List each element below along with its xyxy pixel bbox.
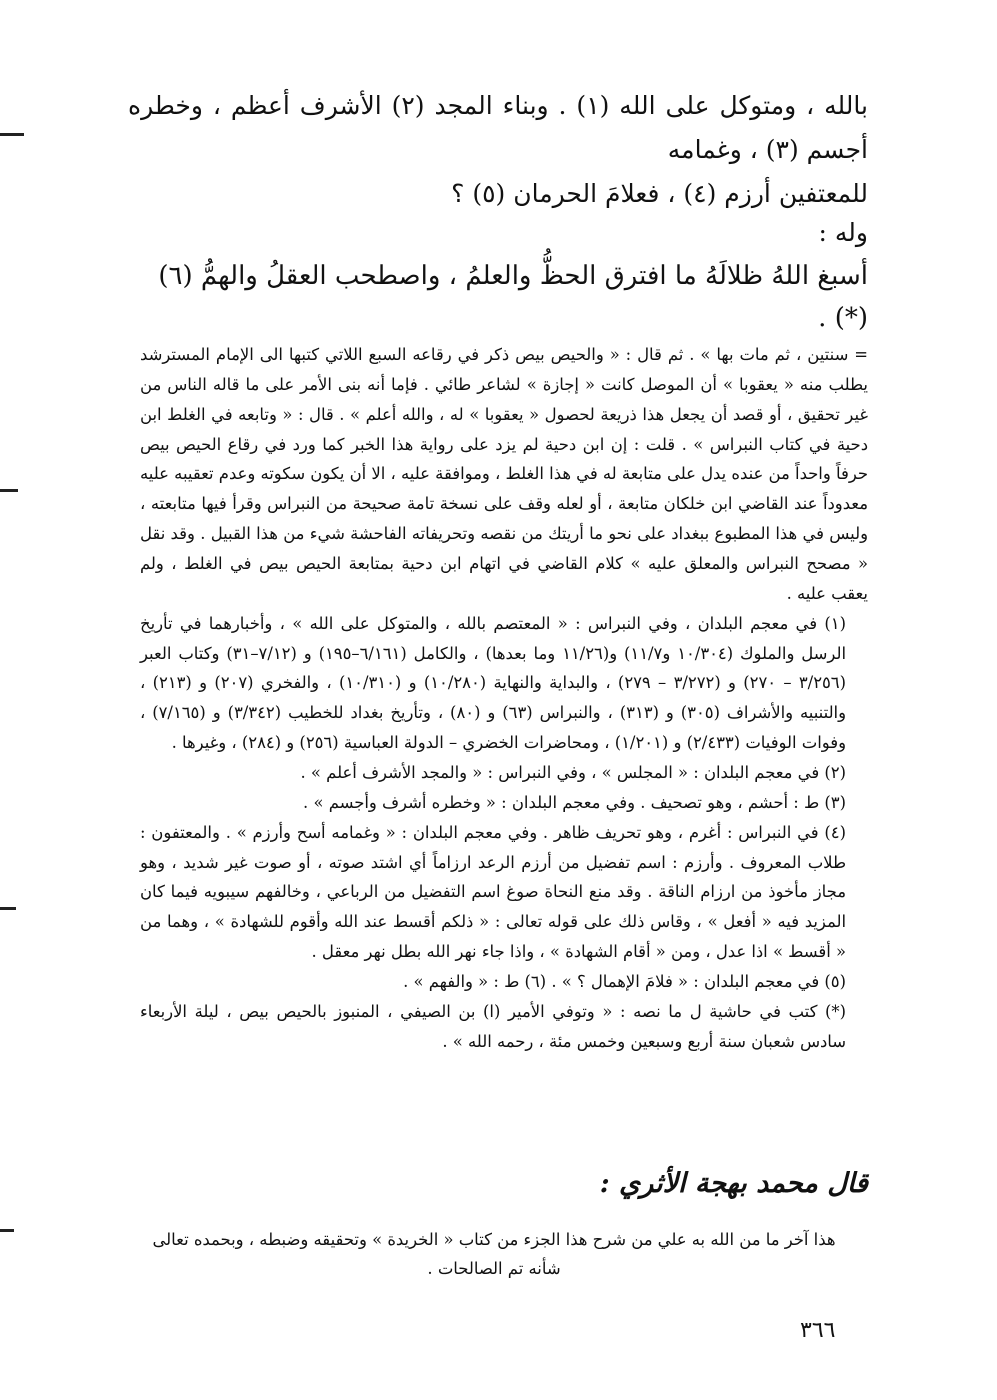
closing-line: شأنه تم الصالحات . — [427, 1258, 561, 1278]
closing-heading: قال محمد بهجة الأثري : — [599, 1168, 868, 1199]
main-text — [128, 84, 868, 215]
footnote: (٤) في النبراس : أغرم ، وهو تحريف ظاهر . وفي معجم البلدان : « وغمامه أسح وأرزم » . والمعتفون : طلاب المعروف . وأرزم : اسم تفضيل من أرزم الرعد ارزاماً أي اشتد صوته ، أو صوت غير شديد ، وهو مجاز مأخوذ من ارزام الناقة . وقد منع النحاة صوغ اسم التفضيل من الرباعي ، وخالفهم سيبويه فيما كان المزيد فيه « أفعل » ، وقاس ذلك على قوله تعالى : « ذلكم أقسط عند الله وأقوم للشهادة » ، وهما من « أقسط » اذا عدل ، ومن « أقام الشهادة » ، واذا جاء نهر الله بطل نهر معقل . — [140, 822, 846, 962]
footnote: (*) كتب في حاشية ل ما نصه : « وتوفي الأمير (ا) بن الصيفي ، المنبوز بالحيص بيص ، ليلة الأربعاء سادس شعبان سنة أربع وسبعين وخمس مئة ، رحمه الله » . — [140, 1001, 846, 1051]
margin-mark — [0, 907, 16, 910]
footnote: (٥) في معجم البلدان : « فلامَ الإهمال ؟ » . (٦) ط : « والفهم » . — [403, 972, 846, 992]
footnotes — [140, 340, 868, 1057]
main-text-line: للمعتفين أرزم (٤) ، فعلامَ الحرمان (٥) ؟ — [451, 178, 868, 208]
closing-line: هذا آخر ما من الله به علي من شرح هذا الجزء من كتاب « الخريدة » وتحقيقه وضبطه ، وبحمده تعالى — [152, 1230, 836, 1249]
footnote-continuation: = سنتين ، ثم مات بها » . ثم قال : « والحيص بيص ذكر في رقاعه السبع اللاتي كتبها الى الإمام المسترشد يطلب منه « يعقوبا » أن الموصل كانت « إجازة » لشاعر طائي . فإما أنه بنى الأمر على ما قاله الناس من غير تحقيق ، أو قصد أن يجعل هذا ذريعة لحصول « يعقوبا » له ، والله أعلم » . قال : « وتابعه في الغلط ابن دحية في كتاب النبراس » . قلت : إن ابن دحية لم يزد على رواية هذا الخبر كما ورد في رقاع الحيص بيص حرفاً واحداً من عنده يدل على متابعة له في هذا الغلط ، وموافقة عليه ، الا أن يكون سكوته وعدم تعقيبه عليه معدوداً عند القاضي ابن خلكان متابعة ، أو لعله وقف على نسخة تامة صحيحة من النبراس وقرأ فيها متابعته ، وليس في هذا المطبوع ببغداد على نحو ما أريتك من نقصه وتحريفاته الفاحشة شيء من هذا القبيل . وقد نقل « مصحح النبراس والمعلق عليه » كلام القاضي في اتهام ابن دحية بمتابعة الحيص بيص في الغلط ، ولم يعقب عليه . — [140, 345, 868, 603]
page-number: ٣٦٦ — [800, 1318, 836, 1343]
footnote: (١) في معجم البلدان ، وفي النبراس : « المعتصم بالله ، والمتوكل على الله » ، وأخبارهما في تأريخ الرسل والملوك (١٠/٣٠٤ و١١/٧) و(١١/٢٦ وما بعدها) ، والكامل (٦/١٦١–١٩٥) و (٧/١٢–٣١) وكتاب العبر (٣/٢٥٦ – ٢٧٠) و (٣/٢٧٢ – ٢٧٩) ، والبداية والنهاية (١٠/٢٨٠) و (١٠/٣١٠) ، والفخري (٢٠٧) و (٢١٣) ، والتنبيه والأشراف (٣٠٥) و (٣١٣) ، والنبراس (٦٣) و (٨٠) ، وتأريخ بغداد للخطيب (٣/٣٤٢) و (٧/١٦٥) ، وفوات الوفيات (٢/٤٣٣) و (١/٢٠١) ، ومحاضرات الخضري – الدولة العباسية (٢٥٦) و (٢٨٤) ، وغيرها . — [140, 613, 847, 753]
main-text-line: بالله ، ومتوكل على الله (١) . وبناء المجد (٢) الأشرف أعظم ، وخطره أجسم (٣) ، وغمامه — [128, 91, 869, 164]
poem-heading: وله : — [818, 218, 868, 247]
margin-mark — [0, 1229, 14, 1232]
footnote: (٢) في معجم البلدان : « المجلس » ، وفي النبراس : « والمجد الأشرف أعلم » . — [300, 763, 846, 783]
closing-text — [130, 1226, 858, 1283]
poem-line: أسبغ اللهُ ظلالَهُ ما افترق الحظُّ والعلمُ ، واصطحب العقلُ والهمُّ (٦) (*) . — [158, 261, 868, 333]
footnote: (٣) ط : أحشم ، وهو تصحيف . وفي معجم البلدان : « وخطره أشرف وأجسم » . — [303, 792, 846, 812]
margin-mark — [0, 133, 24, 136]
margin-mark — [0, 489, 18, 492]
